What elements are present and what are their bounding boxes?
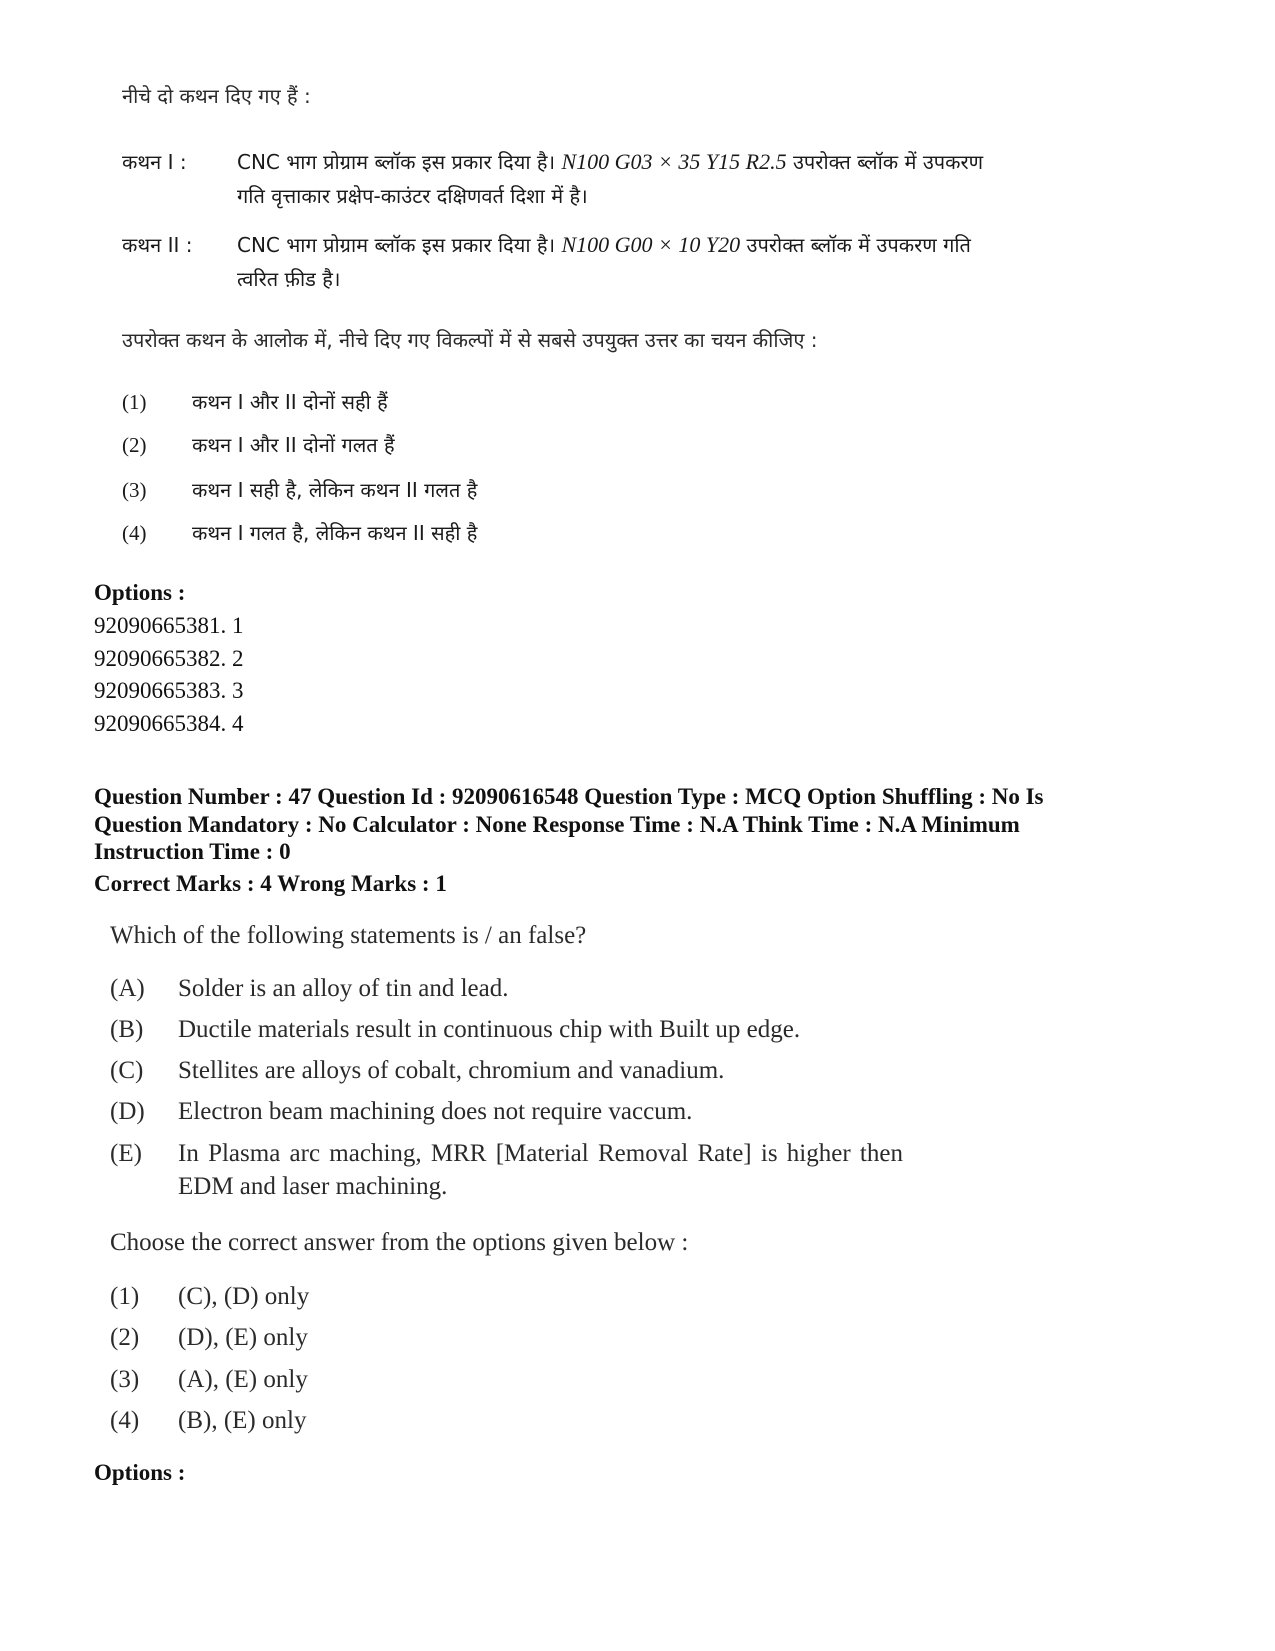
statement-letter: (A) (110, 975, 145, 1002)
q47-options-label: Options : (94, 1460, 186, 1485)
q46-choice-1 (122, 388, 388, 415)
statement-letter: (B) (110, 1016, 144, 1043)
statement-letter: (D) (110, 1098, 145, 1125)
statement-2-line2: त्वरित फ़ीड है। (237, 267, 341, 291)
choice-text: (B), (E) only (178, 1407, 307, 1434)
statement-1-text-b: उपरोक्त ब्लॉक में उपकरण (792, 150, 984, 174)
choice-number: (3) (110, 1366, 140, 1393)
statement-text: Ductile materials result in continuous chip with Built up edge. (178, 1016, 801, 1043)
q46-options-label: Options : (94, 580, 186, 605)
choice-number: (1) (110, 1283, 140, 1310)
q47-meta-line-2: Question Mandatory : No Calculator : None Response Time : N.A Think Time : N.A Minimum (94, 812, 1020, 837)
statement-2-code: N100 G00 × 10 Y20 (561, 232, 741, 257)
choice-text: (D), (E) only (178, 1324, 308, 1351)
q46-choice-2 (122, 431, 395, 458)
q46-option-2: 92090665382. 2 (94, 646, 244, 671)
choice-number: (4) (110, 1407, 140, 1434)
choice-number: (1) (122, 390, 147, 414)
statement-text (178, 1137, 1008, 1203)
choice-text: (A), (E) only (178, 1366, 308, 1393)
q46-option-1: 92090665381. 1 (94, 613, 244, 638)
choice-number: (2) (110, 1324, 140, 1351)
statement-2-text-b: उपरोक्त ब्लॉक में उपकरण गति (746, 233, 971, 257)
choice-text: कथन I गलत है, लेकिन कथन II सही है (192, 521, 478, 545)
statement-e-line-2: EDM and laser machining. (178, 1173, 448, 1200)
statement-2-text-a: CNC भाग प्रोग्राम ब्लॉक इस प्रकार दिया है। (237, 233, 556, 257)
q46-option-3: 92090665383. 3 (94, 678, 244, 703)
statement-text: Stellites are alloys of cobalt, chromium and vanadium. (178, 1057, 725, 1084)
statement-letter: (E) (110, 1140, 142, 1167)
choice-number: (4) (122, 521, 147, 545)
choice-number: (2) (122, 433, 147, 457)
statement-2-text (237, 228, 1072, 296)
choice-number: (3) (122, 478, 147, 502)
q47-marks: Correct Marks : 4 Wrong Marks : 1 (94, 871, 447, 896)
q47-meta-line-3: Instruction Time : 0 (94, 839, 291, 864)
statement-text: Electron beam machining does not require vaccum. (178, 1098, 693, 1125)
q47-question-text: Which of the following statements is / an false? (110, 922, 587, 949)
statement-e-line-1: In Plasma arc maching, MRR [Material Removal Rate] is higher then (178, 1140, 903, 1167)
statement-letter: (C) (110, 1057, 144, 1084)
statement-2-label: कथन II : (122, 233, 193, 257)
statement-text: Solder is an alloy of tin and lead. (178, 975, 509, 1002)
statement-1-code: N100 G03 × 35 Y15 R2.5 (561, 149, 787, 174)
q47-choose-instruction: Choose the correct answer from the options given below : (110, 1229, 689, 1256)
choice-text: कथन I सही है, लेकिन कथन II गलत है (192, 478, 478, 502)
statement-1-line2: गति वृत्ताकार प्रक्षेप-काउंटर दक्षिणवर्त दिशा में है। (237, 184, 588, 208)
q46-intro: नीचे दो कथन दिए गए हैं : (122, 84, 311, 108)
choice-text: कथन I और II दोनों गलत हैं (192, 433, 395, 457)
statement-1-text-a: CNC भाग प्रोग्राम ब्लॉक इस प्रकार दिया है। (237, 150, 556, 174)
q47-meta-line-1: Question Number : 47 Question Id : 92090616548 Question Type : MCQ Option Shuffling : No Is (94, 784, 1044, 809)
choice-text: कथन I और II दोनों सही हैं (192, 390, 388, 414)
choice-text: (C), (D) only (178, 1283, 310, 1310)
statement-1-label: कथन I : (122, 150, 187, 174)
statement-1-text (237, 145, 1072, 213)
q46-choice-4 (122, 519, 477, 546)
q46-choose-instruction: उपरोक्त कथन के आलोक में, नीचे दिए गए विकल्पों में से सबसे उपयुक्त उत्तर का चयन कीजिए : (122, 328, 818, 352)
q46-option-4: 92090665384. 4 (94, 711, 244, 736)
q46-choice-3 (122, 476, 477, 503)
